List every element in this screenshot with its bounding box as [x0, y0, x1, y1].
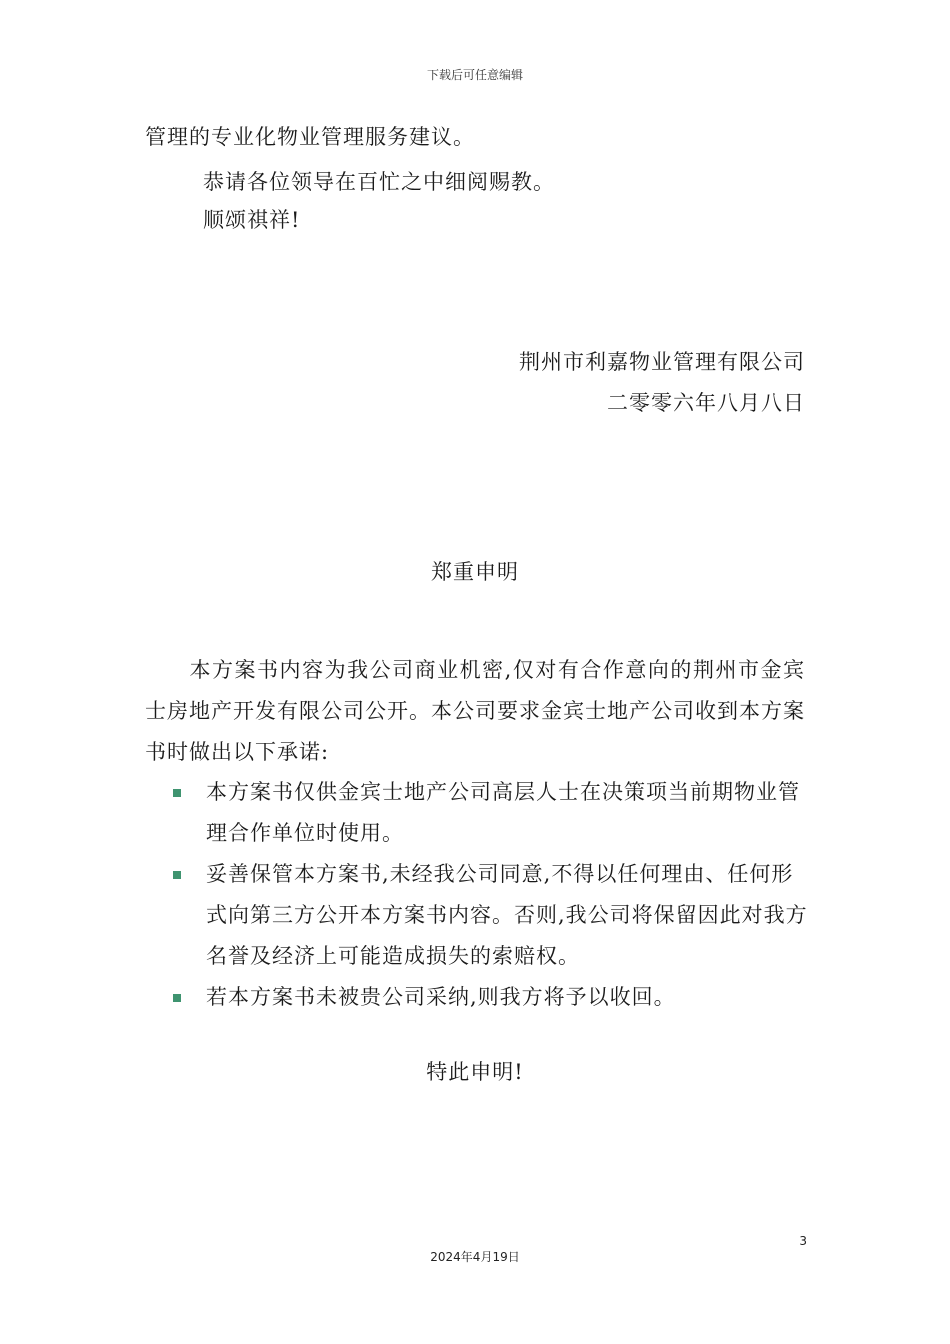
square-bullet-icon	[173, 994, 181, 1002]
letter-line-1: 管理的专业化物业管理服务建议。	[145, 125, 475, 149]
square-bullet-icon	[173, 789, 181, 797]
company-signature: 荆州市利嘉物业管理有限公司	[519, 350, 805, 374]
letter-line-3: 顺颂祺祥!	[203, 208, 301, 232]
commitment-item	[170, 977, 810, 1018]
page-number: 3	[799, 1234, 807, 1248]
commitment-text: 本方案书仅供金宾士地产公司高层人士在决策项当前期物业管理合作单位时使用。	[206, 780, 800, 845]
commitment-list	[170, 772, 810, 1018]
commitment-item	[170, 854, 810, 977]
declaration-title: 郑重申明	[431, 560, 519, 584]
page-header-note: 下载后可任意编辑	[426, 68, 523, 82]
letter-line-2: 恭请各位领导在百忙之中细阅赐教。	[203, 170, 555, 194]
declaration-closing: 特此申明!	[426, 1060, 524, 1084]
commitment-text: 若本方案书未被贵公司采纳,则我方将予以收回。	[206, 985, 676, 1009]
declaration-intro	[145, 650, 805, 773]
letter-date: 二零零六年八月八日	[607, 391, 805, 415]
declaration-intro-text: 本方案书内容为我公司商业机密,仅对有合作意向的荆州市金宾士房地产开发有限公司公开。本公司要求金宾士地产公司收到本方案书时做出以下承诺:	[145, 658, 805, 764]
commitment-item	[170, 772, 810, 854]
square-bullet-icon	[173, 871, 181, 879]
commitment-text: 妥善保管本方案书,未经我公司同意,不得以任何理由、任何形式向第三方公开本方案书内容。否则,我公司将保留因此对我方名誉及经济上可能造成损失的索赔权。	[206, 862, 808, 968]
footer-date: 2024年4月19日	[430, 1250, 520, 1264]
